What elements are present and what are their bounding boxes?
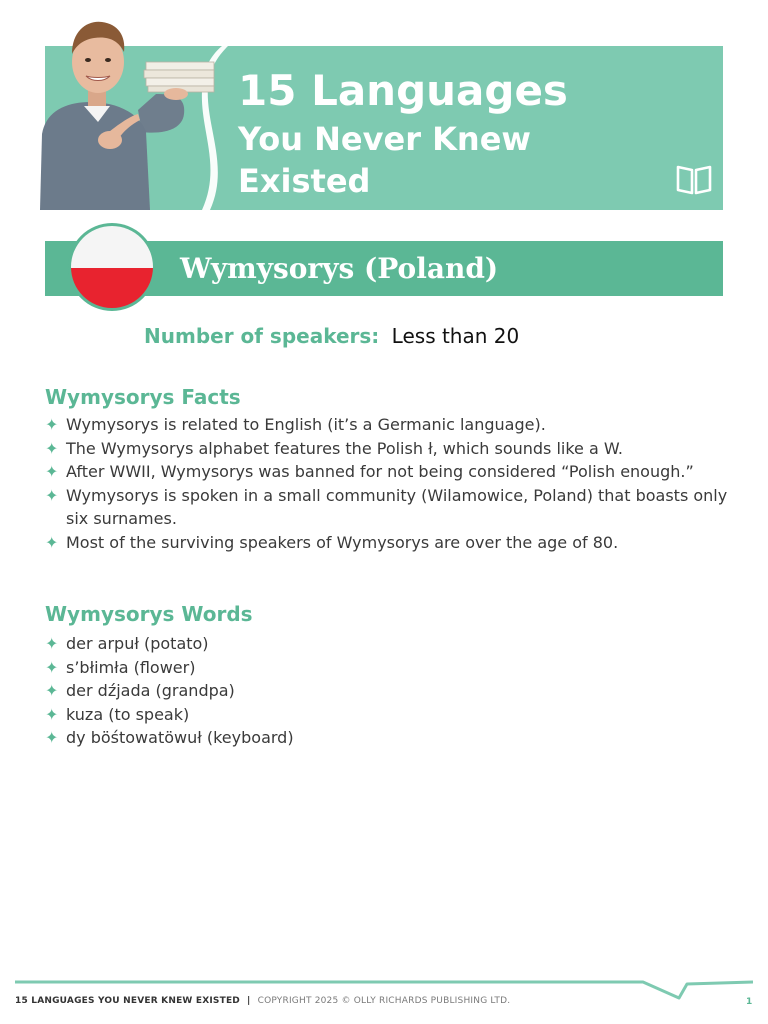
presenter-photo: [38, 14, 228, 210]
list-item: ✦ Wymysorys is spoken in a small community (Wilamowice, Poland) that boasts only six surnames.: [45, 485, 728, 528]
star-bullet-icon: ✦: [45, 657, 59, 677]
list-item: ✦ s’błimła (flower): [45, 656, 735, 680]
speakers-value: Less than 20: [391, 324, 520, 348]
banner-title-line1: 15 Languages: [238, 66, 568, 115]
speakers-line: [144, 322, 519, 350]
list-item: ✦ Most of the surviving speakers of Wymysorys are over the age of 80.: [45, 531, 735, 555]
footer-copyright: COPYRIGHT 2025 © OLLY RICHARDS PUBLISHING LTD.: [257, 996, 511, 1006]
star-bullet-icon: ✦: [45, 681, 59, 700]
banner-title-line2: You Never Knew: [238, 120, 531, 158]
list-item: ✦ After WWII, Wymysorys was banned for not being considered “Polish enough.”: [45, 460, 735, 484]
list-item: ✦ The Wymysorys alphabet features the Polish ł, which sounds like a W.: [45, 437, 735, 461]
words-heading: Wymysorys Words: [45, 602, 253, 626]
words-list: [45, 632, 735, 750]
poland-flag-icon: [67, 222, 157, 312]
footer-title: 15 LANGUAGES YOU NEVER KNEW EXISTED: [15, 996, 240, 1006]
star-bullet-icon: ✦: [45, 634, 59, 653]
star-bullet-icon: ✦: [45, 415, 59, 434]
list-item: ✦ kuza (to speak): [45, 703, 735, 727]
star-bullet-icon: ✦: [45, 485, 59, 505]
page-number: 1: [746, 997, 753, 1007]
star-bullet-icon: ✦: [45, 704, 59, 724]
star-bullet-icon: ✦: [45, 438, 59, 458]
list-item: ✦ Wymysorys is related to English (it’s a Germanic language).: [45, 413, 735, 437]
facts-list: [45, 413, 735, 554]
star-bullet-icon: ✦: [45, 462, 59, 481]
star-bullet-icon: ✦: [45, 728, 59, 747]
facts-heading: Wymysorys Facts: [45, 385, 241, 409]
banner-title-line3: Existed: [238, 162, 371, 200]
language-title: Wymysorys (Poland): [180, 252, 499, 285]
list-item: ✦ dy böśtowatöwuł (keyboard): [45, 726, 735, 750]
star-bullet-icon: ✦: [45, 532, 59, 552]
banner-title: [238, 64, 568, 202]
book-icon: [675, 164, 713, 196]
list-item: ✦ der dźjada (grandpa): [45, 679, 735, 703]
footer-text: [15, 995, 510, 1007]
footer-separator: |: [247, 996, 251, 1006]
list-item: ✦ der arpuł (potato): [45, 632, 735, 656]
speakers-label: Number of speakers:: [144, 324, 380, 348]
